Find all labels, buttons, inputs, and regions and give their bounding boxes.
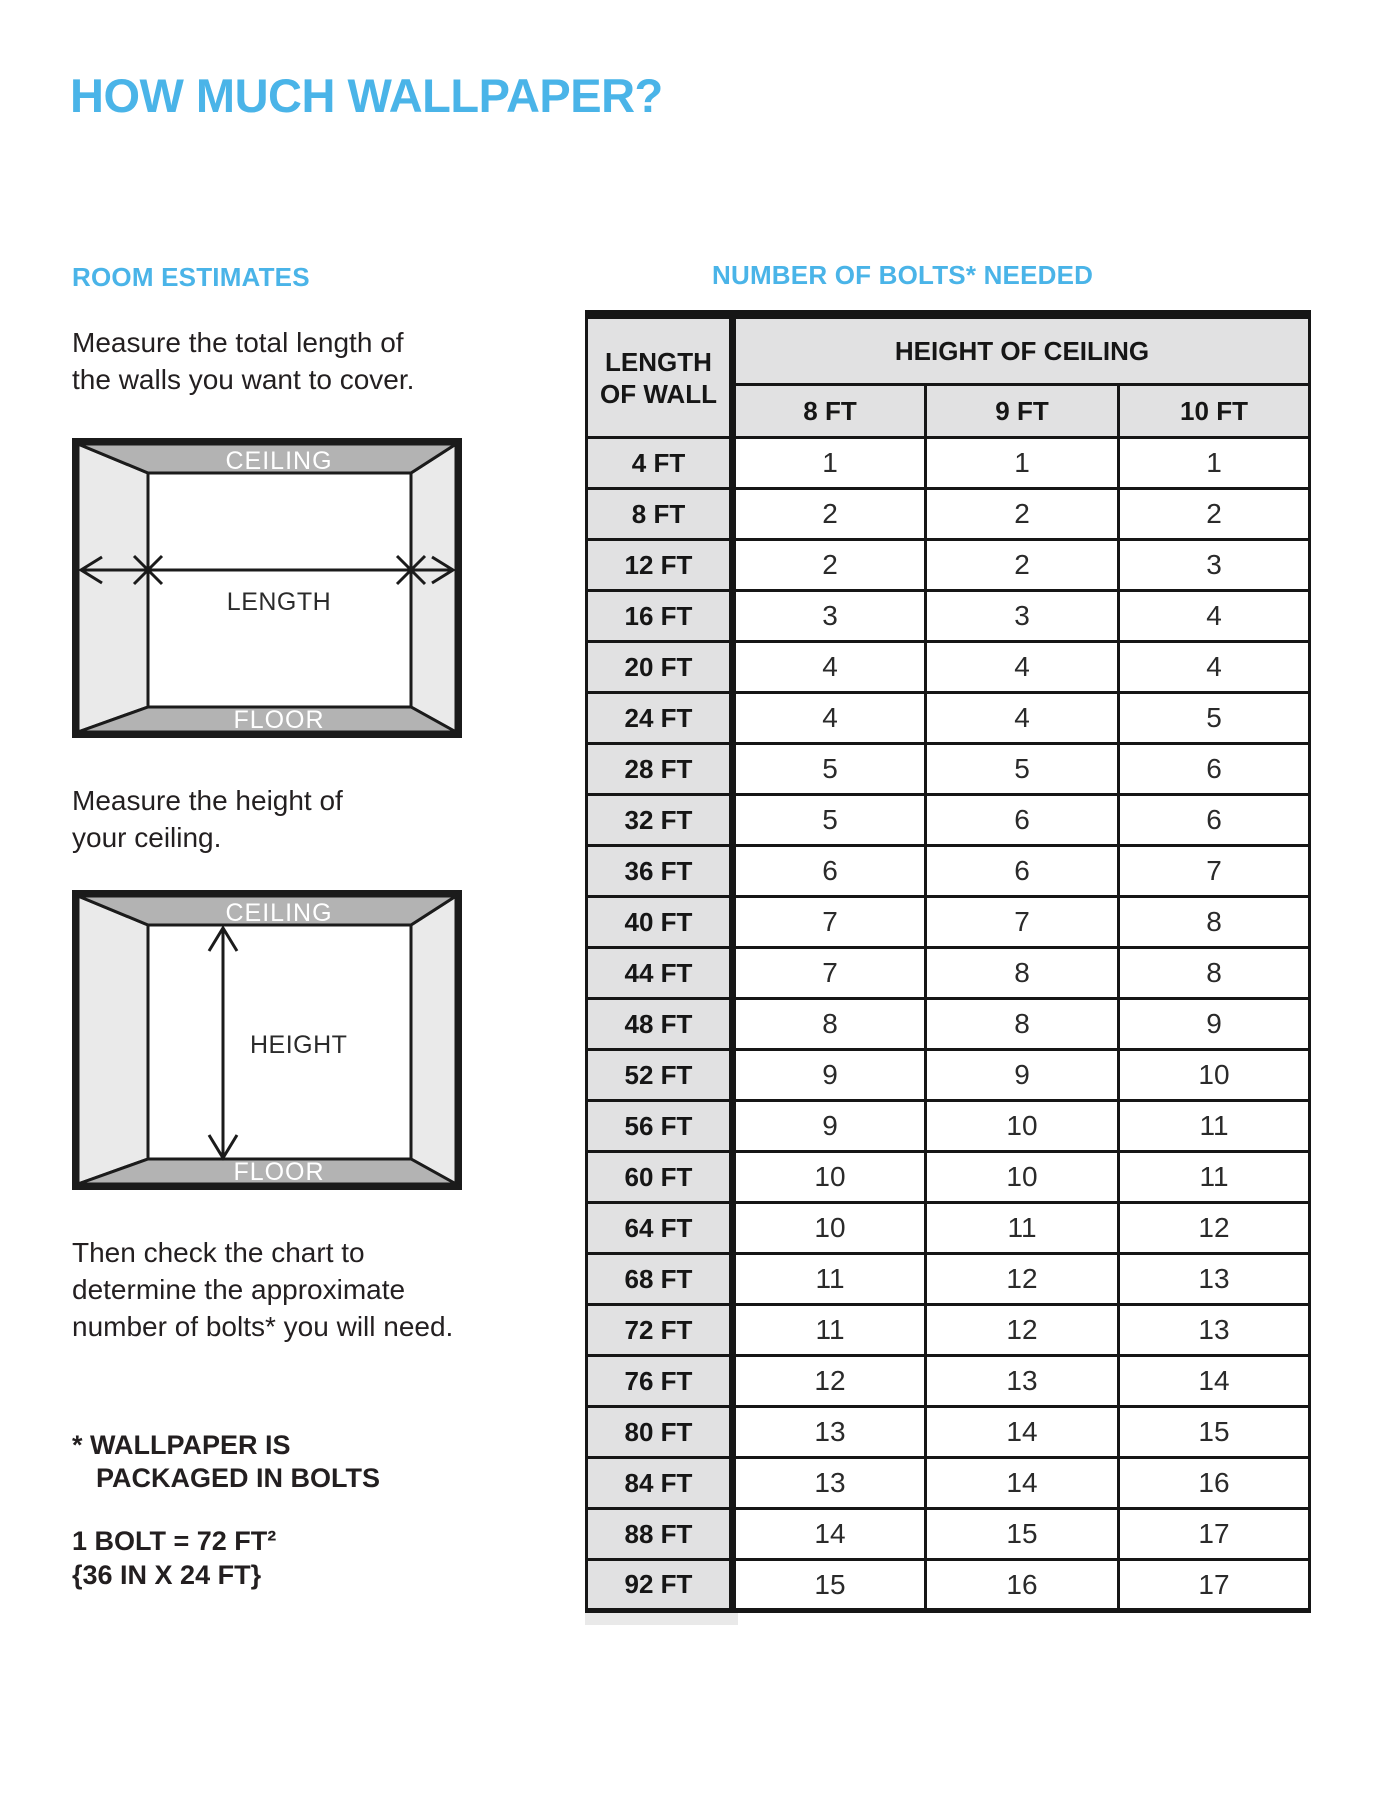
bolt-count-cell: 15 (733, 1560, 926, 1611)
bolt-count-cell: 13 (733, 1458, 926, 1509)
table-row (587, 744, 1310, 795)
bolt-count-cell: 3 (733, 591, 926, 642)
bolt-count-cell: 13 (1119, 1305, 1310, 1356)
wall-length-label: 24 FT (587, 693, 733, 744)
bolt-count-cell: 5 (926, 744, 1119, 795)
wall-length-label: 4 FT (587, 438, 733, 489)
bolt-count-cell: 12 (926, 1254, 1119, 1305)
bolt-count-cell: 7 (1119, 846, 1310, 897)
bolt-count-cell: 10 (1119, 1050, 1310, 1101)
bolt-count-cell: 6 (926, 846, 1119, 897)
room-height-diagram (72, 890, 462, 1190)
bolt-count-cell: 13 (1119, 1254, 1310, 1305)
bolt-count-cell: 16 (1119, 1458, 1310, 1509)
table-row (587, 693, 1310, 744)
bolt-count-cell: 6 (733, 846, 926, 897)
bolt-count-cell: 4 (1119, 591, 1310, 642)
wall-length-label: 48 FT (587, 999, 733, 1050)
table-row (587, 1254, 1310, 1305)
room-estimates-heading: ROOM ESTIMATES (72, 262, 310, 292)
bolt-count-cell: 4 (926, 642, 1119, 693)
footnote-line: * WALLPAPER IS (72, 1430, 291, 1460)
table-row (587, 1050, 1310, 1101)
bolt-count-cell: 8 (926, 999, 1119, 1050)
bolts-table (585, 310, 1311, 1613)
table-row (587, 591, 1310, 642)
length-label: LENGTH (226, 588, 332, 616)
bolt-count-cell: 2 (926, 540, 1119, 591)
bolt-count-cell: 10 (926, 1152, 1119, 1203)
check-chart-instruction (72, 1234, 453, 1345)
wall-length-label: 16 FT (587, 591, 733, 642)
wall-length-label: 64 FT (587, 1203, 733, 1254)
bolt-count-cell: 7 (733, 897, 926, 948)
bolt-count-cell: 15 (926, 1509, 1119, 1560)
table-row (587, 1152, 1310, 1203)
wall-length-label: 20 FT (587, 642, 733, 693)
bolt-count-cell: 15 (1119, 1407, 1310, 1458)
bolts-table-container (585, 310, 1311, 1625)
bolt-spec (72, 1524, 276, 1592)
wall-length-label: 36 FT (587, 846, 733, 897)
bolt-count-cell: 17 (1119, 1509, 1310, 1560)
table-row (587, 1407, 1310, 1458)
table-row (587, 1101, 1310, 1152)
wall-length-label: 84 FT (587, 1458, 733, 1509)
table-row (587, 795, 1310, 846)
bolt-count-cell: 11 (1119, 1101, 1310, 1152)
bolt-count-cell: 11 (733, 1305, 926, 1356)
wall-length-label: 12 FT (587, 540, 733, 591)
bolt-count-cell: 8 (733, 999, 926, 1050)
table-row (587, 948, 1310, 999)
bolt-count-cell: 7 (733, 948, 926, 999)
page-title: HOW MUCH WALLPAPER? (70, 69, 663, 122)
bolt-count-cell: 2 (926, 489, 1119, 540)
wall-length-label: 68 FT (587, 1254, 733, 1305)
wall-length-label: 92 FT (587, 1560, 733, 1611)
instruction-line: your ceiling. (72, 822, 222, 853)
bolt-count-cell: 17 (1119, 1560, 1310, 1611)
length-of-wall-line: LENGTH (605, 346, 712, 377)
bolt-count-cell: 14 (926, 1407, 1119, 1458)
bolt-count-cell: 3 (1119, 540, 1310, 591)
instruction-line: Measure the total length of (72, 327, 404, 358)
measure-length-instruction (72, 324, 414, 398)
instruction-line: Measure the height of (72, 785, 343, 816)
wall-length-label: 60 FT (587, 1152, 733, 1203)
bolt-count-cell: 12 (926, 1305, 1119, 1356)
bolt-count-cell: 10 (733, 1203, 926, 1254)
right-wall (411, 444, 456, 732)
bolts-footnote (72, 1429, 380, 1495)
bolt-count-cell: 6 (926, 795, 1119, 846)
wall-length-label: 80 FT (587, 1407, 733, 1458)
bolt-count-cell: 11 (1119, 1152, 1310, 1203)
table-row (587, 489, 1310, 540)
bolts-table-body (587, 438, 1310, 1611)
bolt-count-cell: 9 (733, 1050, 926, 1101)
wall-length-label: 56 FT (587, 1101, 733, 1152)
right-wall (411, 896, 456, 1184)
table-row (587, 1458, 1310, 1509)
table-row (587, 897, 1310, 948)
instruction-line: Then check the chart to (72, 1237, 365, 1268)
table-row (587, 1305, 1310, 1356)
table-header-row-1 (587, 315, 1310, 385)
table-row (587, 540, 1310, 591)
col-header-8ft: 8 FT (733, 385, 926, 438)
height-label: HEIGHT (250, 1031, 348, 1059)
bolt-count-cell: 10 (733, 1152, 926, 1203)
bolt-count-cell: 13 (733, 1407, 926, 1458)
bolt-count-cell: 9 (733, 1101, 926, 1152)
bolt-count-cell: 1 (733, 438, 926, 489)
height-of-ceiling-header: HEIGHT OF CEILING (733, 315, 1310, 385)
bolt-count-cell: 11 (926, 1203, 1119, 1254)
bolt-count-cell: 9 (1119, 999, 1310, 1050)
bolt-count-cell: 13 (926, 1356, 1119, 1407)
bolt-count-cell: 4 (926, 693, 1119, 744)
bolt-count-cell: 8 (926, 948, 1119, 999)
ceiling-label: CEILING (225, 899, 333, 927)
number-of-bolts-heading: NUMBER OF BOLTS* NEEDED (712, 260, 1094, 290)
bolt-count-cell: 8 (1119, 897, 1310, 948)
instruction-line: the walls you want to cover. (72, 364, 415, 395)
wall-length-label: 52 FT (587, 1050, 733, 1101)
table-row (587, 1509, 1310, 1560)
table-row (587, 999, 1310, 1050)
bolt-count-cell: 8 (1119, 948, 1310, 999)
bolt-count-cell: 6 (1119, 744, 1310, 795)
col-header-9ft: 9 FT (926, 385, 1119, 438)
bolt-count-cell: 4 (733, 693, 926, 744)
measure-height-instruction (72, 782, 343, 856)
bolt-count-cell: 3 (926, 591, 1119, 642)
wall-length-label: 40 FT (587, 897, 733, 948)
floor-label: FLOOR (233, 1158, 325, 1186)
wall-length-label: 88 FT (587, 1509, 733, 1560)
bolt-count-cell: 16 (926, 1560, 1119, 1611)
bolt-count-cell: 10 (926, 1101, 1119, 1152)
bolt-count-cell: 1 (1119, 438, 1310, 489)
col-header-10ft: 10 FT (1119, 385, 1310, 438)
bolt-count-cell: 4 (1119, 642, 1310, 693)
table-row (587, 642, 1310, 693)
bolt-count-cell: 5 (733, 795, 926, 846)
floor-label: FLOOR (233, 706, 325, 734)
bolt-count-cell: 1 (926, 438, 1119, 489)
table-row (587, 1203, 1310, 1254)
bolt-count-cell: 5 (1119, 693, 1310, 744)
bolt-count-cell: 6 (1119, 795, 1310, 846)
ceiling-label: CEILING (225, 447, 333, 475)
bolt-count-cell: 7 (926, 897, 1119, 948)
table-row (587, 1356, 1310, 1407)
wall-length-label: 32 FT (587, 795, 733, 846)
bolt-count-cell: 2 (733, 540, 926, 591)
table-row (587, 438, 1310, 489)
bolt-count-cell: 5 (733, 744, 926, 795)
table-row (587, 846, 1310, 897)
room-length-diagram (72, 438, 462, 738)
left-wall (78, 444, 148, 732)
table-row (587, 1560, 1310, 1611)
footnote-line: PACKAGED IN BOLTS (96, 1463, 381, 1493)
bolt-count-cell: 11 (733, 1254, 926, 1305)
table-bottom-edge (585, 1613, 738, 1625)
left-wall (78, 896, 148, 1184)
bolt-count-cell: 14 (926, 1458, 1119, 1509)
instruction-line: determine the approximate (72, 1274, 406, 1305)
bolt-count-cell: 14 (733, 1509, 926, 1560)
bolt-count-cell: 2 (733, 489, 926, 540)
length-of-wall-header (587, 315, 733, 438)
wall-length-label: 44 FT (587, 948, 733, 999)
bolt-count-cell: 4 (733, 642, 926, 693)
wall-length-label: 28 FT (587, 744, 733, 795)
wall-length-label: 76 FT (587, 1356, 733, 1407)
bolt-count-cell: 12 (1119, 1203, 1310, 1254)
bolt-count-cell: 12 (733, 1356, 926, 1407)
bolt-spec-line: {36 IN X 24 FT} (72, 1560, 262, 1590)
wall-length-label: 8 FT (587, 489, 733, 540)
bolt-count-cell: 14 (1119, 1356, 1310, 1407)
wall-length-label: 72 FT (587, 1305, 733, 1356)
length-of-wall-line: OF WALL (600, 378, 717, 409)
bolt-spec-line: 1 BOLT = 72 FT² (72, 1526, 277, 1556)
bolt-count-cell: 2 (1119, 489, 1310, 540)
bolt-count-cell: 9 (926, 1050, 1119, 1101)
instruction-line: number of bolts* you will need. (72, 1311, 454, 1342)
